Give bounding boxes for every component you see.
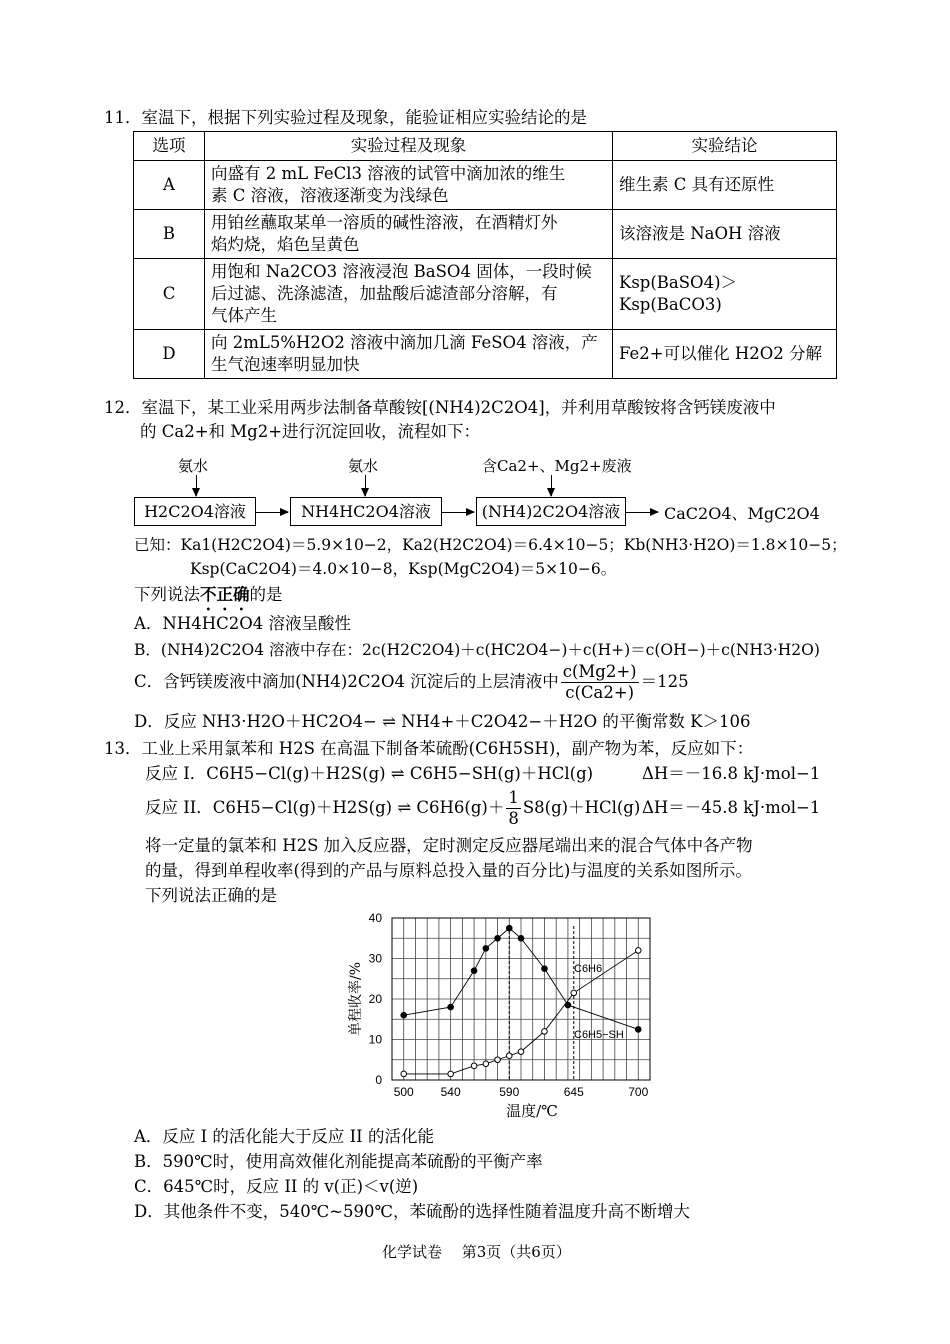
table-header-row	[134, 132, 837, 161]
process-line: 用饱和 Na2CO3 溶液浸泡 BaSO4 固体，一段时候	[211, 262, 592, 281]
data-point-c6h6	[495, 1057, 501, 1063]
flow-arrow-down-3	[551, 475, 552, 496]
q13-stem: 13．工业上采用氯苯和 H2S 在高温下制备苯硫酚(C6H5SH)，副产物为苯，反应如下：	[104, 739, 754, 758]
data-point-c6h5sh	[635, 1027, 641, 1033]
x-tick-label: 645	[563, 1085, 584, 1099]
data-point-c6h5sh	[506, 925, 512, 931]
table-row	[134, 210, 837, 259]
fraction-denominator: 8	[508, 809, 519, 828]
reaction-2-prefix: 反应 II．C6H5−Cl(g)＋H2S(g) ⇌ C6H6(g)＋	[145, 798, 505, 817]
option-c-prefix: C．含钙镁废液中滴加(NH4)2C2O4 沉淀后的上层清液中	[134, 672, 559, 691]
q12-option-c	[134, 662, 689, 703]
data-point-c6h5sh	[518, 935, 524, 941]
data-point-c6h6	[542, 1029, 548, 1035]
flow-box-nh4hc2o4: NH4HC2O4溶液	[290, 497, 442, 526]
table-row	[134, 259, 837, 330]
q13-paragraph-line2: 的量，得到单程收率(得到的产品与原料总投入量的百分比)与温度的关系如图所示。	[145, 861, 752, 880]
row-conclusion: Fe2+可以催化 H2O2 分解	[613, 330, 837, 379]
q13-paragraph-line3: 下列说法正确的是	[145, 886, 277, 905]
page-footer: 化学试卷 第3页（共6页）	[382, 1243, 571, 1261]
q13-paragraph-line1: 将一定量的氯苯和 H2S 加入反应器，定时测定反应器尾端出来的混合气体中各产物	[145, 836, 753, 855]
q12-option-d: D．反应 NH3·H2O＋HC2O4− ⇌ NH4+＋C2O42−＋H2O 的平衡常数 K＞106	[134, 712, 751, 731]
series-label-c6h5sh: C6H5−SH	[574, 1029, 624, 1041]
x-tick-label: 540	[440, 1085, 461, 1099]
process-line: 向 2mL5%H2O2 溶液中滴加几滴 FeSO4 溶液，产	[211, 333, 598, 352]
data-point-c6h6	[483, 1061, 489, 1067]
data-point-c6h6	[506, 1053, 512, 1059]
row-option: A	[134, 161, 205, 210]
process-line: 向盛有 2 mL FeCl3 溶液的试管中滴加浓的维生	[211, 164, 566, 183]
q12-stem-line1: 12．室温下，某工业采用两步法制备草酸铵[(NH4)2C2O4]，并利用草酸铵将含钙镁废液中	[104, 398, 776, 417]
fraction-numerator: c(Mg2+)	[562, 662, 637, 681]
flow-input-waste-liquid: 含Ca2+、Mg2+废液	[482, 457, 632, 475]
process-line: 生气泡速率明显加快	[211, 355, 360, 374]
data-point-c6h5sh	[483, 946, 489, 952]
q13-reaction-1-dh: ΔH＝－16.8 kJ·mol−1	[642, 764, 821, 783]
series-label-c6h6: C6H6	[574, 963, 603, 975]
data-point-c6h6	[471, 1063, 477, 1069]
table-row	[134, 161, 837, 210]
x-tick-label: 500	[393, 1085, 414, 1099]
ask-suffix: 的是	[249, 585, 283, 604]
fraction-numerator: 1	[508, 788, 519, 807]
q13-reaction-2	[145, 788, 640, 829]
header-process: 实验过程及现象	[205, 132, 613, 161]
ask-emphasis: 不正确	[200, 585, 250, 604]
q13-reaction-2-dh: ΔH＝－45.8 kJ·mol−1	[642, 798, 821, 817]
q13-option-b: B．590℃时，使用高效催化剂能提高苯硫酚的平衡产率	[134, 1152, 543, 1171]
data-point-c6h5sh	[495, 935, 501, 941]
y-tick-label: 30	[368, 951, 382, 966]
data-point-c6h6	[518, 1049, 524, 1055]
process-line: 焰灼烧，焰色呈黄色	[211, 235, 360, 254]
row-option: D	[134, 330, 205, 379]
y-tick-label: 0	[375, 1073, 382, 1087]
row-conclusion: 维生素 C 具有还原性	[613, 161, 837, 210]
option-c-fraction	[561, 662, 639, 703]
flow-arrow-down-1	[196, 475, 197, 496]
q12-ask	[134, 584, 283, 614]
row-process	[205, 210, 613, 259]
series-line-c6h6	[404, 950, 639, 1074]
q12-stem-line2: 的 Ca2+和 Mg2+进行沉淀回收，流程如下：	[140, 422, 481, 441]
x-tick-label: 590	[499, 1085, 520, 1099]
ask-prefix: 下列说法	[134, 585, 200, 604]
fraction-denominator: c(Ca2+)	[565, 683, 635, 702]
reaction-2-suffix: S8(g)＋HCl(g)	[522, 798, 641, 817]
row-conclusion: 该溶液是 NaOH 溶液	[613, 210, 837, 259]
y-tick-label: 10	[368, 1032, 382, 1047]
data-point-c6h5sh	[542, 966, 548, 972]
y-tick-label: 20	[368, 992, 382, 1006]
data-point-c6h5sh	[565, 1002, 571, 1008]
data-point-c6h6	[635, 948, 641, 954]
row-option: C	[134, 259, 205, 330]
q12-option-b: B．(NH4)2C2O4 溶液中存在：2c(H2C2O4)＋c(HC2O4−)＋c(H+)＝c(OH−)＋c(NH3·H2O)	[134, 641, 820, 659]
flow-input-ammonia-2: 氨水	[348, 457, 379, 475]
x-tick-label: 700	[628, 1085, 649, 1099]
table-row	[134, 330, 837, 379]
q13-option-d: D．其他条件不变，540℃~590℃，苯硫酚的选择性随着温度升高不断增大	[134, 1202, 690, 1221]
process-line: 用铂丝蘸取某单一溶质的碱性溶液，在酒精灯外	[211, 213, 558, 232]
y-axis-label: 单程收率/%	[348, 961, 364, 1037]
flow-arrow-right-3	[626, 512, 658, 513]
data-point-c6h5sh	[471, 968, 477, 974]
data-point-c6h6	[571, 990, 577, 996]
data-point-c6h6	[401, 1071, 407, 1077]
q12-known-line2: Ksp(CaC2O4)＝4.0×10−8，Ksp(MgC2O4)＝5×10−6。	[190, 560, 617, 578]
flow-arrow-right-2	[442, 512, 474, 513]
reaction-2-fraction	[506, 788, 521, 829]
q11-stem: 11．室温下，根据下列实验过程及现象，能验证相应实验结论的是	[104, 108, 587, 127]
process-line: 素 C 溶液，溶液逐渐变为浅绿色	[211, 186, 449, 205]
row-conclusion: Ksp(BaSO4)＞Ksp(BaCO3)	[613, 259, 837, 330]
row-process	[205, 330, 613, 379]
flow-product: CaC2O4、MgC2O4	[664, 504, 820, 523]
plot-frame	[392, 918, 650, 1080]
option-c-suffix: ＝125	[640, 672, 689, 691]
data-point-c6h5sh	[401, 1012, 407, 1018]
process-line: 后过滤、洗涤滤渣，加盐酸后滤渣部分溶解，有	[211, 284, 558, 303]
row-process	[205, 161, 613, 210]
data-point-c6h6	[448, 1071, 454, 1077]
flow-input-ammonia-1: 氨水	[178, 457, 209, 475]
q11-table	[133, 131, 837, 379]
header-option: 选项	[134, 132, 205, 161]
y-tick-label: 40	[368, 911, 382, 925]
q12-option-a: A．NH4HC2O4 溶液呈酸性	[134, 614, 352, 633]
flow-box-h2c2o4: H2C2O4溶液	[134, 497, 256, 526]
q13-option-c: C．645℃时，反应 II 的 v(正)＜v(逆)	[134, 1177, 419, 1196]
process-line: 气体产生	[211, 306, 277, 325]
row-option: B	[134, 210, 205, 259]
row-process	[205, 259, 613, 330]
header-conclusion: 实验结论	[613, 132, 837, 161]
q13-option-a: A．反应 I 的活化能大于反应 II 的活化能	[134, 1127, 434, 1146]
flow-arrow-right-1	[256, 512, 288, 513]
q12-known-line1: 已知：Ka1(H2C2O4)＝5.9×10−2，Ka2(H2C2O4)＝6.4×10−5；Kb(NH3·H2O)＝1.8×10−5；	[134, 536, 847, 554]
x-axis-label: 温度/℃	[506, 1102, 558, 1120]
q13-reaction-1: 反应 I．C6H5−Cl(g)＋H2S(g) ⇌ C6H5−SH(g)＋HCl(g)	[145, 764, 594, 783]
series-line-c6h5sh	[404, 928, 639, 1029]
data-point-c6h5sh	[448, 1004, 454, 1010]
flow-box-nh4-2c2o4: (NH4)2C2O4溶液	[476, 497, 626, 526]
flow-arrow-down-2	[365, 475, 366, 496]
